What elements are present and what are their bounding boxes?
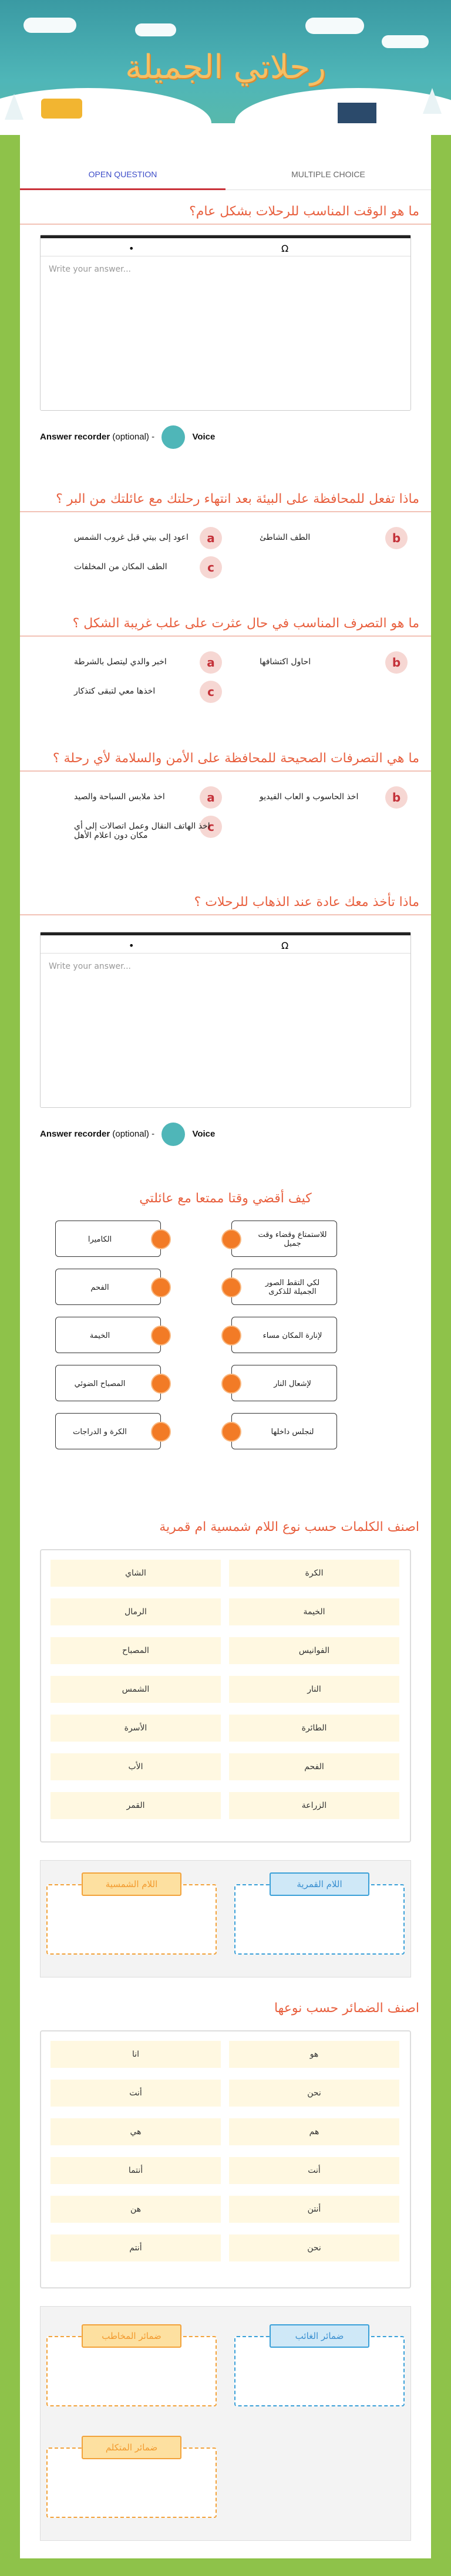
option-a[interactable] — [46, 651, 222, 675]
draggable-word[interactable]: أنتن — [229, 2196, 399, 2223]
draggable-word[interactable]: الفحم — [229, 1753, 399, 1780]
answer-input[interactable]: Write your answer... — [49, 962, 131, 971]
match-item-right[interactable] — [231, 1413, 337, 1449]
draggable-word[interactable]: أنتم — [51, 2234, 221, 2261]
option-c[interactable] — [46, 816, 222, 851]
bin-first-person[interactable] — [46, 2442, 217, 2518]
match-text: للاستمتاع وقضاء وقت جميل — [258, 1230, 327, 1248]
bin-sun-letters[interactable] — [46, 1879, 217, 1955]
option-text: الطف الشاطئ — [260, 533, 311, 542]
option-letter: c — [200, 681, 222, 703]
match-item-right[interactable] — [231, 1365, 337, 1401]
draggable-word[interactable]: نحن — [229, 2080, 399, 2107]
draggable-word[interactable]: هم — [229, 2118, 399, 2145]
connector-dot[interactable] — [221, 1229, 241, 1249]
bin-label: ضمائر المخاطب — [82, 2324, 181, 2348]
option-text: اعود إلى بيتي قبل غروب الشمس — [74, 533, 189, 542]
draggable-word[interactable]: الفوانيس — [229, 1637, 399, 1664]
voice-label: Voice — [192, 1128, 216, 1139]
option-c[interactable] — [46, 681, 222, 704]
option-letter: b — [385, 786, 408, 809]
draggable-word[interactable]: هي — [51, 2118, 221, 2145]
answer-recorder — [40, 425, 215, 449]
word-pool — [40, 1549, 411, 1843]
match-text: لكي التقط الصور الجميلة للذكرى — [265, 1279, 320, 1296]
bin-third-person[interactable] — [234, 2331, 405, 2406]
option-letter: a — [200, 651, 222, 674]
tab-multiple-choice[interactable]: MULTIPLE CHOICE — [291, 170, 365, 179]
question-title: اصنف الكلمات حسب نوع اللام شمسية ام قمرية — [159, 1520, 419, 1534]
match-text: لإشعال النار — [274, 1379, 311, 1388]
match-text: لإنارة المكان مساء — [262, 1331, 322, 1340]
editor-toolbar — [41, 932, 410, 954]
cloud-icon — [23, 18, 76, 33]
question-title: ما هي التصرفات الصحيحة للمحافظة على الأمن والسلامة لأي رحلة ؟ — [20, 751, 431, 772]
connector-dot[interactable] — [151, 1229, 171, 1249]
cloud-icon — [382, 35, 429, 48]
cloud-icon — [135, 23, 176, 36]
draggable-word[interactable]: هو — [229, 2041, 399, 2068]
bin-label: اللام الشمسية — [82, 1872, 181, 1896]
draggable-word[interactable]: الخيمة — [229, 1598, 399, 1625]
match-text: الخيمة — [89, 1331, 110, 1340]
bin-moon-letters[interactable] — [234, 1879, 405, 1955]
connector-dot[interactable] — [151, 1277, 171, 1297]
recorder-label: Answer recorder — [40, 431, 110, 442]
cloud-icon — [305, 18, 364, 34]
connector-dot[interactable] — [221, 1277, 241, 1297]
connector-dot[interactable] — [221, 1326, 241, 1346]
bin-label: ضمائر الغائب — [270, 2324, 369, 2348]
draggable-word[interactable]: الأب — [51, 1753, 221, 1780]
option-letter: c — [200, 556, 222, 579]
option-letter: b — [385, 527, 408, 549]
bullet-button[interactable]: • — [129, 940, 134, 951]
record-button[interactable] — [161, 425, 185, 449]
bus-icon — [41, 99, 82, 119]
draggable-word[interactable]: الأسرة — [51, 1715, 221, 1742]
option-letter: a — [200, 786, 222, 809]
option-text: اخذ ملابس السباحة والصيد — [74, 792, 165, 802]
draggable-word[interactable]: الطائرة — [229, 1715, 399, 1742]
option-text: اخذها معي لتبقى كتذكار — [74, 687, 156, 696]
option-text: اخذ الهاتف النقال وعمل اتصالات إلى أي مكان دون اعلام الأهل — [74, 822, 210, 840]
match-text: المصباح الضوئي — [74, 1379, 126, 1388]
question-title: كيف أقضي وقتا ممتعا مع عائلتي — [139, 1191, 312, 1206]
match-item-right[interactable] — [231, 1269, 337, 1305]
draggable-word[interactable]: الشمس — [51, 1676, 221, 1703]
match-text: الكرة و الدراجات — [73, 1427, 127, 1436]
tab-open-question[interactable]: OPEN QUESTION — [20, 158, 226, 190]
answer-editor[interactable] — [40, 235, 411, 411]
draggable-word[interactable]: أنت — [229, 2157, 399, 2184]
recorder-optional: (optional) - — [112, 431, 155, 442]
house-icon — [338, 103, 376, 126]
option-letter: c — [200, 816, 222, 838]
answer-recorder — [40, 1123, 215, 1146]
draggable-word[interactable]: المصباح — [51, 1637, 221, 1664]
record-button[interactable] — [161, 1123, 185, 1146]
match-text: الكاميرا — [87, 1235, 112, 1244]
question-title: ما هو التصرف المناسب في حال عثرت على علب غريبة الشكل ؟ — [20, 616, 431, 637]
option-letter: b — [385, 651, 408, 674]
match-item-right[interactable] — [231, 1221, 337, 1257]
connector-dot[interactable] — [151, 1326, 171, 1346]
draggable-word[interactable]: أنتما — [51, 2157, 221, 2184]
question-title: ما هو الوقت المناسب للرحلات بشكل عام؟ — [20, 204, 431, 225]
connector-dot[interactable] — [151, 1422, 171, 1442]
option-a[interactable] — [46, 786, 222, 810]
connector-dot[interactable] — [221, 1422, 241, 1442]
match-text: الفحم — [90, 1283, 109, 1292]
header-banner — [0, 0, 451, 135]
match-item-left[interactable] — [55, 1413, 161, 1449]
draggable-word[interactable]: انا — [51, 2041, 221, 2068]
option-b[interactable] — [231, 527, 408, 550]
omega-button[interactable]: Ω — [281, 940, 289, 951]
match-item-left[interactable] — [55, 1365, 161, 1401]
match-item-left[interactable] — [55, 1269, 161, 1305]
match-item-right[interactable] — [231, 1317, 337, 1353]
tree-icon — [423, 88, 442, 114]
draggable-word[interactable]: هن — [51, 2196, 221, 2223]
question-title: ماذا تفعل للمحافظة على البيئة بعد انتهاء رحلتك مع عائلتك من البر ؟ — [20, 492, 431, 512]
draggable-word[interactable]: القمر — [51, 1792, 221, 1819]
answer-editor[interactable] — [40, 932, 411, 1108]
connector-dot[interactable] — [151, 1374, 171, 1394]
voice-label: Voice — [192, 431, 216, 442]
bin-label: اللام القمرية — [270, 1872, 369, 1896]
draggable-word[interactable]: أنت — [51, 2080, 221, 2107]
answer-input[interactable]: Write your answer... — [49, 265, 131, 274]
option-b[interactable] — [231, 786, 408, 810]
bin-label: ضمائر المتكلم — [82, 2436, 181, 2459]
option-b[interactable] — [231, 651, 408, 675]
draggable-word[interactable]: الزراعة — [229, 1792, 399, 1819]
tab-bar — [20, 158, 431, 190]
match-item-left[interactable] — [55, 1317, 161, 1353]
option-text: اخبر والدي ليتصل بالشرطة — [74, 657, 167, 667]
question-title: اصنف الضمائر حسب نوعها — [274, 2001, 419, 2016]
option-text: الطف المكان من المخلفات — [74, 562, 167, 572]
draggable-word[interactable]: النار — [229, 1676, 399, 1703]
editor-toolbar — [41, 235, 410, 256]
word-pool — [40, 2030, 411, 2288]
option-text: احاول اكتشافها — [260, 657, 311, 667]
quiz-card — [20, 123, 431, 2558]
match-item-left[interactable] — [55, 1221, 161, 1257]
recorder-optional: (optional) - — [112, 1128, 155, 1139]
page-title: رحلاتي الجميلة — [125, 48, 326, 86]
draggable-word[interactable]: الشاي — [51, 1560, 221, 1587]
omega-button[interactable]: Ω — [281, 243, 289, 254]
draggable-word[interactable]: الرمال — [51, 1598, 221, 1625]
tree-icon — [5, 94, 23, 120]
match-text: لنجلس داخلها — [271, 1427, 314, 1436]
recorder-label: Answer recorder — [40, 1128, 110, 1139]
option-letter: a — [200, 527, 222, 549]
connector-dot[interactable] — [221, 1374, 241, 1394]
category-bins — [40, 1860, 411, 1977]
question-title: ماذا تأخذ معك عادة عند الذهاب للرحلات ؟ — [20, 895, 431, 915]
option-c[interactable] — [46, 556, 222, 580]
option-a[interactable] — [46, 527, 222, 550]
bullet-button[interactable]: • — [129, 243, 134, 254]
draggable-word[interactable]: نحن — [229, 2234, 399, 2261]
draggable-word[interactable]: الكرة — [229, 1560, 399, 1587]
category-bins — [40, 2306, 411, 2541]
option-text: اخذ الحاسوب و العاب الفيديو — [260, 792, 359, 802]
bin-second-person[interactable] — [46, 2331, 217, 2406]
